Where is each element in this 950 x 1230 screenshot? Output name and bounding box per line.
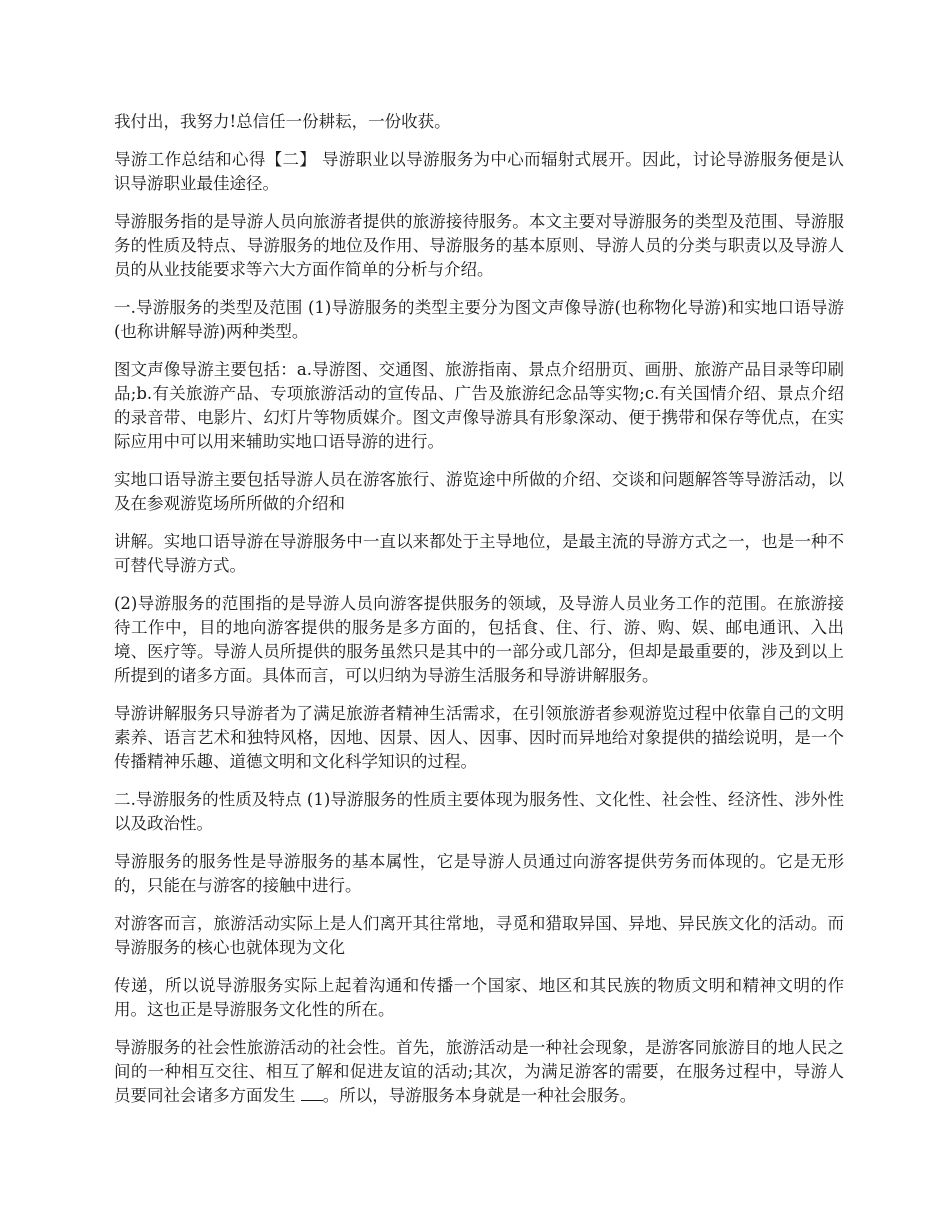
paragraph-9: 导游讲解服务只导游者为了满足旅游者精神生活需求，在引领旅游者参观游览过程中依靠自己的文明素养、语言艺术和独特风格，因地、因景、因人、因事、因时而异地给对象提供的描绘说明，是一个传播精神乐趣、道德文明和文化科学知识的过程。 [114, 704, 844, 771]
paragraph-11: 导游服务的服务性是导游服务的基本属性，它是导游人员通过向游客提供劳务而体现的。它是无形的，只能在与游客的接触中进行。 [114, 852, 844, 895]
paragraph-13: 传递，所以说导游服务实际上起着沟通和传播一个国家、地区和其民族的物质文明和精神文明的作用。这也正是导游服务文化性的所在。 [114, 976, 844, 1019]
paragraph-6: 实地口语导游主要包括导游人员在游客旅行、游览途中所做的介绍、交谈和问题解答等导游活动，以及在参观游览场所所做的介绍和 [114, 470, 844, 513]
paragraph-12: 对游客而言，旅游活动实际上是人们离开其往常地，寻觅和猎取异国、异地、异民族文化的活动。而导游服务的核心也就体现为文化 [114, 914, 844, 957]
paragraph-10: 二.导游服务的性质及特点 (1)导游服务的性质主要体现为服务性、文化性、社会性、经济性、涉外性以及政治性。 [114, 790, 844, 833]
paragraph-14 [114, 1036, 844, 1108]
paragraph-2: 导游工作总结和心得【二】 导游职业以导游服务为中心而辐射式展开。因此，讨论导游服务便是认识导游职业最佳途径。 [114, 150, 844, 193]
paragraph-8: (2)导游服务的范围指的是导游人员向游客提供服务的领域，及导游人员业务工作的范围。在旅游接待工作中，目的地向游客提供的服务是多方面的，包括食、住、行、游、购、娱、邮电通讯、入出境、医疗等。导游人员所提供的服务虽然只是其中的一部分或几部分，但却是最重要的，涉及到以上所提到的诸多方面。具体而言，可以归纳为导游生活服务和导游讲解服务。 [114, 594, 844, 685]
paragraph-14-part-1: 导游服务的社会性旅游活动的社会性。首先，旅游活动是一种社会现象，是游客同旅游目的地人民之间的一种相互交往、相互了解和促进友谊的活动;其次，为满足游客的需要，在服务过程中，导游人员要同社会诸多方面发生 [114, 1038, 844, 1105]
fill-in-blank [301, 1086, 323, 1101]
paragraph-5: 图文声像导游主要包括：a.导游图、交通图、旅游指南、景点介绍册页、画册、旅游产品目录等印刷品;b.有关旅游产品、专项旅游活动的宣传品、广告及旅游纪念品等实物;c.有关国情介绍、景点介绍的录音带、电影片、幻灯片等物质媒介。图文声像导游具有形象深动、便于携带和保存等优点，在实际应用中可以用来辅助实地口语导游的进行。 [114, 360, 844, 451]
paragraph-7: 讲解。实地口语导游在导游服务中一直以来都处于主导地位，是最主流的导游方式之一，也是一种不可替代导游方式。 [114, 532, 844, 575]
paragraph-4: 一.导游服务的类型及范围 (1)导游服务的类型主要分为图文声像导游(也称物化导游)和实地口语导游(也称讲解导游)两种类型。 [114, 298, 844, 341]
paragraph-3: 导游服务指的是导游人员向旅游者提供的旅游接待服务。本文主要对导游服务的类型及范围、导游服务的性质及特点、导游服务的地位及作用、导游服务的基本原则、导游人员的分类与职责以及导游人员的从业技能要求等六大方面作简单的分析与介绍。 [114, 212, 844, 279]
paragraph-1: 我付出，我努力!总信任一份耕耘，一份收获。 [114, 112, 451, 131]
document-page [114, 110, 844, 1122]
paragraph-14-part-2: 。所以，导游服务本身就是一种社会服务。 [322, 1086, 637, 1105]
